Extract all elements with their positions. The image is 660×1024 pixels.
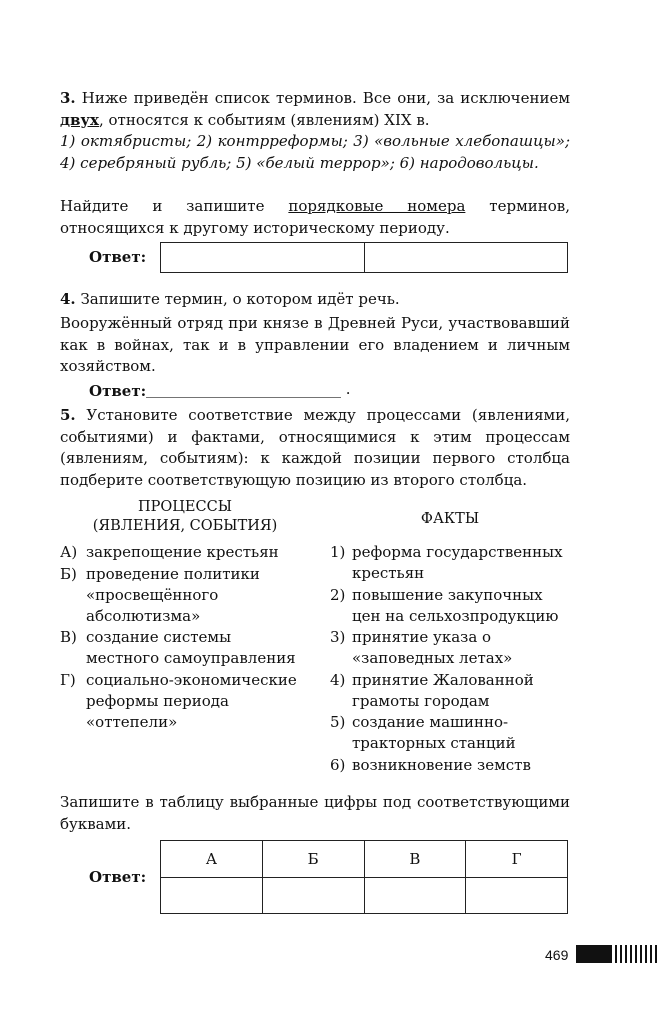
q3-answer-label: Ответ: (89, 248, 147, 266)
q5-right-item (330, 585, 570, 629)
q5-prompt (60, 405, 570, 491)
q4-number: 4. (60, 290, 76, 308)
q5-left-text: проведение политики «просвещённого абсолютизма» (86, 565, 260, 625)
q4-prompt-text: Запишите термин, о котором идёт речь. (75, 290, 400, 308)
q3-intro-a: Ниже приведён список терминов. Все они, за исключением (75, 89, 570, 107)
q5-left-label: Г) (60, 671, 76, 689)
page-edge-bar-stripes (610, 945, 660, 963)
q3-answer-cell-2[interactable] (364, 243, 568, 273)
q5-right-text: принятие указа о «заповедных летах» (352, 628, 513, 667)
q3-task-underline: порядковые номера (288, 197, 466, 215)
q5-right-item (330, 712, 570, 756)
q5-right-label: 1) (330, 543, 346, 561)
q5-right-item (330, 670, 570, 714)
q5-right-item (330, 627, 570, 671)
q5-answer-cell[interactable] (466, 878, 568, 914)
q5-left-item (60, 627, 300, 671)
q5-answer-label: Ответ: (89, 868, 147, 886)
q5-table-header: Г (466, 841, 568, 878)
q5-right-item (330, 542, 570, 586)
q5-table-header: Б (262, 841, 364, 878)
q3-intro-b: , относятся к событиям (явлениям) XIX в. (98, 110, 430, 129)
q5-left-item (60, 564, 300, 628)
q4-description: Вооружённый отряд при князе в Древней Руси, участвовавший как в войнах, так и в управлении его владением и личным хозяйством. (60, 314, 570, 375)
page-edge-bar (576, 945, 660, 963)
q5-left-item (60, 542, 300, 564)
q5-answer-cell[interactable] (161, 878, 263, 914)
q3-answer-table (160, 242, 568, 273)
q4-prompt (60, 289, 570, 311)
q5-right-text: возникновение земств (352, 756, 531, 774)
q5-right-header: ФАКТЫ (420, 511, 480, 527)
q5-table-header: А (161, 841, 263, 878)
q3-task-a: Найдите и запишите (60, 197, 289, 215)
q5-right-text: принятие Жалованной грамоты городам (352, 671, 534, 710)
q5-right-text: реформа государственных крестьян (352, 543, 563, 582)
q4-answer-blank[interactable]: __________________________ . (146, 380, 351, 398)
q3-task-b: терминов, относящихся к другому историческому периоду. (60, 197, 570, 237)
q5-right-label: 3) (330, 628, 346, 646)
q5-number: 5. (60, 406, 76, 424)
q3-answer-cell-1[interactable] (161, 243, 365, 273)
q5-right-text: создание машинно-тракторных станций (352, 713, 516, 752)
q5-left-label: А) (60, 543, 78, 561)
q5-right-text: повышение закупочных цен на сельхозпродукцию (352, 586, 559, 625)
q5-left-text: социально-экономические реформы периода «оттепели» (86, 671, 297, 731)
q5-answer-cell[interactable] (262, 878, 364, 914)
page-edge-bar-solid (576, 945, 610, 963)
q5-right-item (330, 755, 570, 777)
q5-right-label: 4) (330, 671, 346, 689)
q3-terms: 1) октябристы; 2) контрреформы; 3) «вольные хлебопашцы»; 4) серебряный рубль; 5) «белый террор»; 6) народовольцы. (60, 132, 570, 172)
q3-intro-underline: двух (60, 110, 99, 129)
q5-left-text: закрепощение крестьян (86, 543, 279, 561)
q5-table-header: В (364, 841, 466, 878)
q5-left-header-2: (ЯВЛЕНИЯ, СОБЫТИЯ) (92, 518, 278, 534)
q5-right-label: 2) (330, 586, 346, 604)
q5-left-label: В) (60, 628, 77, 646)
page-number: 469 (545, 947, 569, 963)
q5-left-header-1: ПРОЦЕССЫ (138, 499, 232, 515)
q5-answer-cell[interactable] (364, 878, 466, 914)
q5-right-label: 6) (330, 756, 346, 774)
q5-answer-table (160, 840, 568, 914)
q5-left-label: Б) (60, 565, 77, 583)
q4-answer-label: Ответ: (89, 382, 147, 400)
q3-number: 3. (60, 89, 76, 107)
q5-left-text: создание системы местного самоуправления (86, 628, 296, 667)
q5-right-label: 5) (330, 713, 346, 731)
q5-instruction: Запишите в таблицу выбранные цифры под соответствующими буквами. (60, 793, 570, 833)
q3-intro (60, 88, 570, 131)
q5-left-item (60, 670, 300, 734)
q5-prompt-text: Установите соответствие между процессами (явлениями, событиями) и фактами, относящимися к этим процессам (явлениям, событиям): к каждой позиции первого столбца подберите соответствующую позицию из второго столбца. (60, 406, 570, 489)
q3-task (60, 196, 570, 239)
q5-left-header (60, 498, 310, 536)
